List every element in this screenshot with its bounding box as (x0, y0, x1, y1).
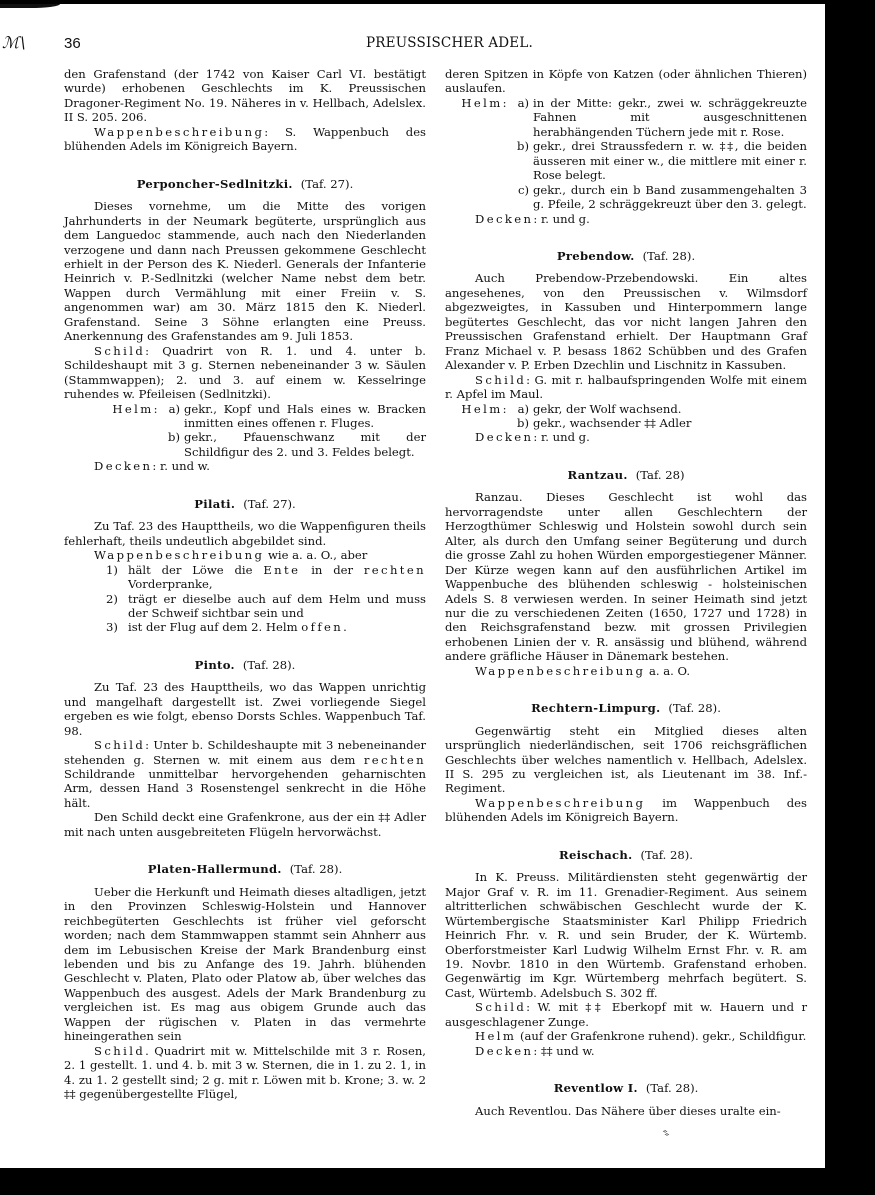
entry-name: Rechtern-Limpurg. (531, 701, 661, 716)
entry-intro: Ranzau. Dieses Geschlecht ist wohl das hervorragendste unter allen Geschlechtern der Herzogthümer Schleswig und Holstein sowohl durch sein Alter, als durch den Umfang seiner Begüterung und durch die grosse Zahl zu hohen Würden emporgestiegener Männer. Der Kürze wegen kann auf den ausführlichen Artikel im Wappenbuche des blühenden schleswig - holsteinischen Adels S. 8 verwiesen werden. In seiner Heimath sind jetzt nur die zu verschiedenen Zeiten (1650, 1727 und 1728) in den Reichsgrafenstand bezw. mit grossen Privilegien erhobenen Linien der v. R. ansässig und blühend, während andere gräfliche Häuser in Dänemark bestehen. (445, 490, 807, 664)
list-item: 1) hält der Löwe die Ente in der rechten Vorderpranke, (106, 562, 426, 592)
wappen-line: Wappenbeschreibung im Wappenbuch des blühenden Adels im Königreich Bayern. (445, 795, 807, 825)
page-number: 36 (64, 35, 81, 52)
plate-ref: (Taf. 28). (289, 862, 343, 877)
entry-heading-perponcher (64, 177, 426, 191)
plate-ref: (Taf. 27). (243, 496, 296, 511)
entry-name: Pinto. (194, 657, 235, 672)
entry-name: Pilati. (194, 496, 236, 511)
schild-line: Schild. Quadrirt mit w. Mittelschilde mit 3 r. Rosen, 2. 1 gestellt. 1. und 4. b. mit 3 w. Sternen, die in 1. zu 2. 1, in 4. zu 1. 2 gestellt sind; 2 g. mit r. Löwen mit b. Krone; 3. w. 2 ‡‡ gegenübergestellte Flügel, (64, 1043, 426, 1102)
entry-intro: Zu Taf. 23 des Haupttheils, wo das Wappen unrichtig und mangelhaft dargestellt ist. Zwei vorliegende Siegel ergeben es wie folgt, ebenso Dorsts Schles. Wappenbuch Taf. 98. (64, 680, 426, 738)
helm-a: Helm: a) gekr, der Wolf wachsend. (445, 402, 807, 416)
entry-heading-pinto (64, 658, 426, 672)
entry-intro: Gegenwärtig steht ein Mitglied dieses alten ursprünglich niederländischen, seit 1706 reichsgräflichen Geschlechts über welches namentlich v. Hellbach, Adelslex. II S. 295 zu vergleichen ist, als Lieutenant im 38. Inf.-Regiment. (445, 723, 807, 796)
decken-line: Decken: r. und g. (475, 430, 590, 445)
decken-line: Decken: r. und g. (475, 211, 590, 226)
entry-heading-rantzau (445, 468, 807, 482)
entry-heading-pilati (64, 497, 426, 511)
wappen-line: Wappenbeschreibung a. a. O. (475, 663, 691, 678)
helm-a: Helm: a) in der Mitte: gekr., zwei w. schräggekreuzte Fahnen mit ausgeschnittenen herabhängenden Tüchern jede mit r. Rose. (445, 96, 807, 139)
entry-heading-reventlow (445, 1081, 807, 1095)
entry-intro: In K. Preuss. Militärdiensten steht gegenwärtig der Major Graf v. R. im 11. Grenadier-Regiment. Aus seinem altritterlichen schwäbischen Geschlecht wurde der K. Würtembergische Staatsminister Karl Philipp Friedrich Heinrich Fhr. v. R. und sein Bruder, der K. Würtemb. Oberforstmeister Karl Ludwig Wilhelm Ernst Fhr. v. R. am 19. Novbr. 1810 in den Würtemb. Grafenstand erhoben. Gegenwärtig im Kgr. Würtemberg mehrfach begütert. S. Cast, Würtemb. Adelsbuch S. 302 ff. (445, 870, 807, 1000)
entry-heading-platen (64, 862, 426, 876)
helm-label: Helm: (461, 401, 509, 416)
scan-edge-shadow (0, 4, 60, 8)
entry-name: Platen-Hallermund. (147, 862, 282, 877)
plate-ref: (Taf. 28). (640, 847, 693, 862)
continuation-paragraph: den Grafenstand (der 1742 von Kaiser Carl VI. bestätigt wurde) erhobenen Geschlechts im K. Preussischen Dragoner-Regiment No. 19. Näheres in v. Hellbach, Adelslex. II S. 205. 206. (64, 67, 426, 125)
document-page (0, 4, 825, 1168)
entry-name: Rantzau. (567, 467, 628, 482)
list-item: 2) trägt er dieselbe auch auf dem Helm und muss der Schweif sichtbar sein und (106, 591, 426, 620)
plate-ref: (Taf. 28). (642, 248, 696, 263)
helm-label: Helm: (112, 401, 160, 416)
plate-ref: (Taf. 28). (645, 1081, 699, 1096)
plate-ref: (Taf. 28). (242, 657, 296, 672)
plate-ref: (Taf. 28) (635, 467, 685, 482)
schild-line: Schild: Quadrirt von R. 1. und 4. unter b. Schildeshaupt mit 3 g. Sternen nebeneinander 3 w. Säulen (Stammwappen); 2. und 3. auf einem w. Kesselringe ruhendes w. Pfeileisen (Sedlnitzki). (64, 343, 426, 402)
schild-line: Schild: G. mit r. halbaufspringenden Wolfe mit einem r. Apfel im Maul. (445, 372, 807, 402)
entry-name: Reventlow I. (553, 1081, 638, 1096)
left-column (64, 67, 426, 1102)
margin-handwriting: ℳ \ (2, 33, 24, 52)
entry-name: Prebendow. (556, 248, 635, 263)
krone-line: Den Schild deckt eine Grafenkrone, aus der ein ‡‡ Adler mit nach unten ausgebreiteten Flügeln hervorwächst. (64, 810, 426, 839)
helm-label: Helm: (461, 95, 509, 110)
wappen-line: Wappenbeschreibung wie a. a. O., aber (94, 548, 368, 563)
helm-line: Helm (auf der Grafenkrone ruhend). gekr., Schildfigur. (475, 1029, 807, 1044)
decken-line: Decken: ‡‡ und w. (475, 1043, 595, 1058)
entry-name: Reischach. (559, 847, 633, 862)
entry-heading-prebendow (445, 249, 807, 263)
helm-b: b) gekr., drei Straussfedern r. w. ‡‡, die beiden äusseren mit einer w., die mittlere mit einer r. Rose belegt. (517, 139, 807, 183)
entry-intro: Auch Prebendow-Przebendowski. Ein altes angesehenes, von den Preussischen v. Wilmsdorf abgezweigtes, in Kassuben und Hinterpommern lange begütertes Geschlecht, das vor nicht langen Jahren den Preussischen Grafenstand erhielt. Der Hauptmann Graf Franz Michael v. P. besass 1862 Schübben und des Grafen Alexander v. P. Erben Dzechlin und Lischnitz in Kassuben. (445, 271, 807, 373)
helm-c: c) gekr., durch ein b Band zusammengehalten 3 g. Pfeile, 2 schräggekreuzt über den 3. gelegt. (517, 182, 807, 212)
entry-name: Perponcher-Sedlnitzki. (136, 176, 293, 191)
list-item: 3) ist der Flug auf dem 2. Helm offen. (106, 620, 347, 635)
right-column (445, 67, 807, 1118)
helm-a: Helm: a) gekr., Kopf und Hals eines w. Bracken inmitten eines offenen r. Fluges. (64, 402, 426, 431)
wappen-line: Wappenbeschreibung: S. Wappenbuch des blühenden Adels im Königreich Bayern. (64, 124, 426, 154)
entry-intro: Ueber die Herkunft und Heimath dieses altadligen, jetzt in den Provinzen Schleswig-Holstein und Hannover reichbegüterten Geschlechts ist früher viel geforscht worden; nach dem Stammwappen stammt sein Ahnherr aus dem im Lebusischen Kreise der Mark Brandenburg einst lebenden und bis zu Anfange des 19. Jahrh. blühenden Geschlecht v. Platen, Plato oder Platow ab, über welches das Wappenbuch des ausgest. Adels der Mark Brandenburg zu vergleichen ist. Es mag aus obigem Grunde auch das Wappen der rügischen v. Platen in das vermehrte hineingerathen sein (64, 884, 426, 1044)
schild-line: Schild: Unter b. Schildeshaupte mit 3 nebeneinander stehenden g. Sternen w. mit einem aus dem rechten Schildrande unmittelbar hervorgehenden geharnischten Arm, dessen Hand 3 Rosenstengel senkrecht in die Höhe hält. (64, 738, 426, 810)
entry-intro: Zu Taf. 23 des Haupttheils, wo die Wappenfiguren theils fehlerhaft, theils undeutlich abgebildet sind. (64, 519, 426, 548)
plate-ref: (Taf. 28). (668, 701, 721, 716)
plate-ref: (Taf. 27). (300, 176, 354, 191)
margin-scribble: ⸗⸗ (659, 1126, 675, 1139)
entry-intro: Auch Reventlou. Das Nähere über dieses uralte ein- (475, 1103, 781, 1118)
running-head: PREUSSISCHER ADEL. (366, 35, 534, 51)
helm-b: b) gekr., Pfauenschwanz mit der Schildfigur des 2. und 3. Feldes belegt. (168, 430, 426, 459)
entry-intro: Dieses vornehme, um die Mitte des vorigen Jahrhunderts in der Neumark begüterte, ursprünglich aus dem Languedoc stammende, auch nach den Niederlanden verzogene und dann nach Preussen gekommene Geschlecht erhielt in der Person des K. Niederl. Generals der Infanterie Heinrich v. P.-Sedlnitzki (welcher Name nebst dem betr. Wappen durch Vermählung mit einer Freiin v. S. angenommen war) am 30. März 1815 den K. Niederl. Grafenstand. Seine 3 Söhne erlangten eine Preuss. Anerkennung des Grafenstandes am 9. Juli 1853. (64, 199, 426, 344)
wappen-label: Wappenbeschreibung (94, 124, 265, 139)
entry-heading-reischach (445, 848, 807, 862)
continuation-paragraph: deren Spitzen in Köpfe von Katzen (oder ähnlichen Thieren) auslaufen. (445, 67, 807, 96)
schild-line: Schild: W. mit ‡‡ Eberkopf mit w. Hauern und r ausgeschlagener Zunge. (445, 1000, 807, 1029)
decken-line: Decken: r. und w. (94, 459, 210, 474)
entry-heading-rechtern (445, 701, 807, 715)
helm-b: b) gekr., wachsender ‡‡ Adler (517, 415, 692, 430)
